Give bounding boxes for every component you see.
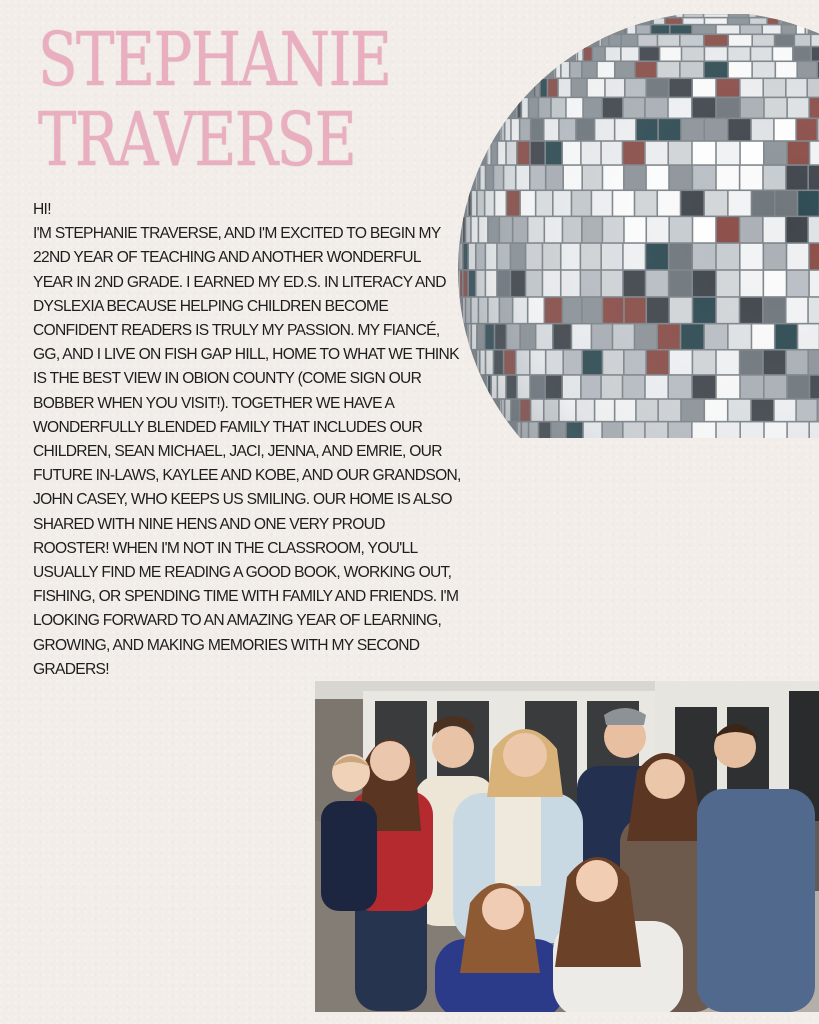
greeting: HI! [33,201,51,218]
page-title [38,17,391,183]
disco-ball-image [458,14,819,438]
title-line-first-name: STEPHANIE [38,17,391,103]
bio-text [33,198,463,682]
title-line-last-name: TRAVERSE [38,97,356,183]
bio-paragraph: I'M STEPHANIE TRAVERSE, AND I'M EXCITED TO BEGIN MY 22ND YEAR OF TEACHING AND ANOTHER WONDERFUL YEAR IN 2ND GRADE. I EARNED MY ED.S. IN LITERACY AND DYSLEXIA BECAUSE HELPING CHILDREN BECOME CONFIDENT READERS IS TRULY MY PASSION. MY FIANCÉ, GG, AND I LIVE ON FISH GAP HILL, HOME TO WHAT WE THINK IS THE BEST VIEW IN OBION COUNTY (COME SIGN OUR BOBBER WHEN YOU VISIT!). TOGETHER WE HAVE A WONDERFULLY BLENDED FAMILY THAT INCLUDES OUR CHILDREN, SEAN MICHAEL, JACI, JENNA, AND EMRIE, OUR FUTURE IN-LAWS, KAYLEE AND KOBE, AND OUR GRANDSON, JOHN CASEY, WHO KEEPS US SMILING. OUR HOME IS ALSO SHARED WITH NINE HENS AND ONE VERY PROUD ROOSTER! WHEN I'M NOT IN THE CLASSROOM, YOU'LL USUALLY FIND ME READING A GOOD BOOK, WORKING OUT, FISHING, OR SPENDING TIME WITH FAMILY AND FRIENDS. I'M LOOKING FORWARD TO AN AMAZING YEAR OF LEARNING, GROWING, AND MAKING MEMORIES WITH MY SECOND GRADERS! [33,225,461,678]
family-photo [315,681,819,1012]
